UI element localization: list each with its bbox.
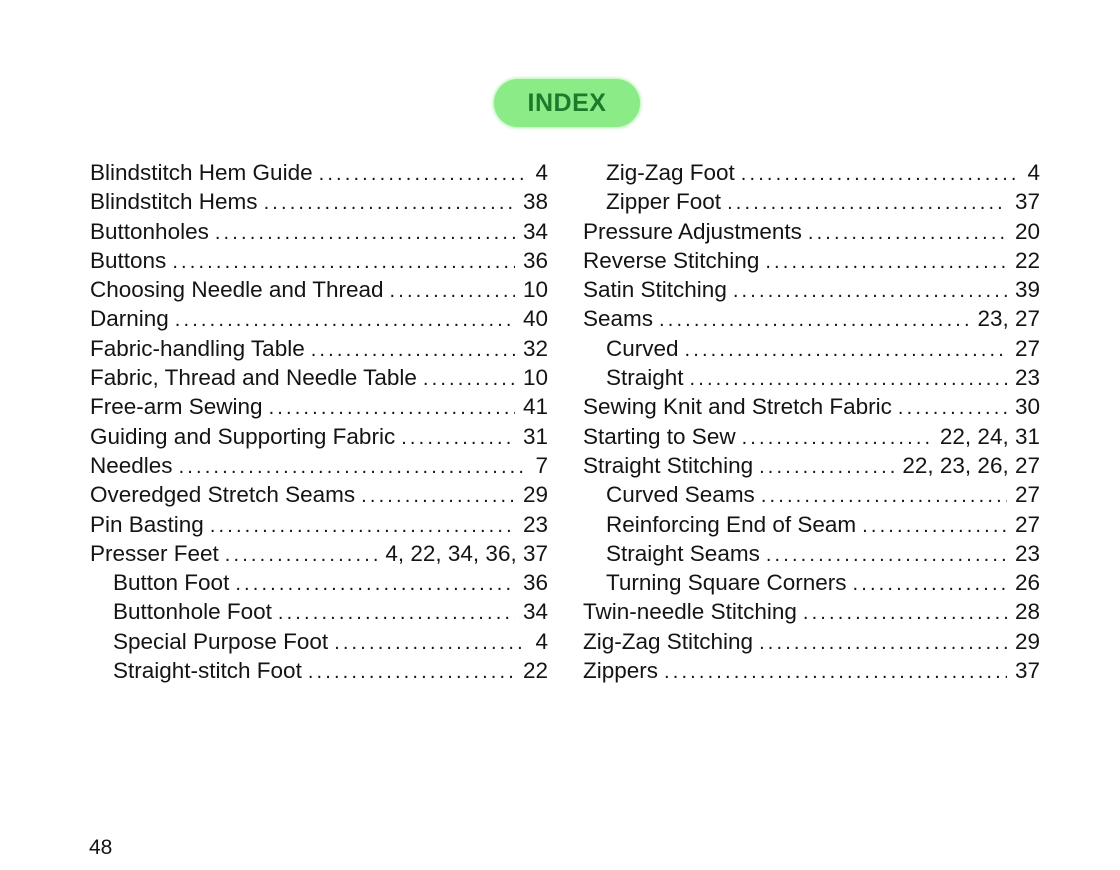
index-entry	[90, 187, 548, 216]
index-right-column	[583, 158, 1040, 685]
entry-term: Reinforcing End of Seam	[606, 511, 857, 537]
index-entry	[90, 539, 548, 568]
entry-pages: 29	[1014, 628, 1040, 654]
index-entry	[583, 597, 1040, 626]
entry-pages: 27	[1014, 511, 1040, 537]
index-subentry	[583, 510, 1040, 539]
index-entry	[90, 217, 548, 246]
index-subentry	[583, 480, 1040, 509]
dot-leader	[269, 394, 515, 423]
entry-term: Curved	[606, 335, 679, 361]
index-subentry	[90, 597, 548, 626]
index-subentry	[90, 568, 548, 597]
index-entry	[90, 334, 548, 363]
dot-leader	[225, 541, 378, 570]
entry-pages: 29	[522, 482, 548, 508]
page-title: INDEX	[527, 88, 607, 117]
entry-pages: 36	[522, 570, 548, 596]
entry-term: Guiding and Supporting Fabric	[90, 423, 396, 449]
dot-leader	[210, 512, 515, 541]
index-entry	[583, 656, 1040, 685]
entry-term: Straight	[606, 365, 684, 391]
entry-pages: 4	[535, 628, 548, 654]
entry-term: Satin Stitching	[583, 277, 727, 303]
entry-term: Pin Basting	[90, 511, 204, 537]
index-subentry	[583, 568, 1040, 597]
index-subentry	[583, 539, 1040, 568]
dot-leader	[765, 248, 1007, 277]
dot-leader	[311, 336, 515, 365]
dot-leader	[308, 658, 515, 687]
index-entry	[583, 275, 1040, 304]
index-title-badge	[494, 79, 640, 127]
entry-pages: 22	[1014, 247, 1040, 273]
entry-pages: 30	[1014, 394, 1040, 420]
index-entry	[583, 217, 1040, 246]
index-entry	[90, 246, 548, 275]
entry-pages: 31	[522, 423, 548, 449]
dot-leader	[278, 599, 515, 628]
index-entry	[90, 158, 548, 187]
index-subentry	[583, 187, 1040, 216]
entry-pages: 10	[522, 365, 548, 391]
entry-term: Sewing Knit and Stretch Fabric	[583, 394, 892, 420]
index-entry	[583, 246, 1040, 275]
entry-pages: 20	[1014, 218, 1040, 244]
entry-pages: 37	[1014, 658, 1040, 684]
entry-term: Fabric-handling Table	[90, 335, 305, 361]
entry-term: Darning	[90, 306, 169, 332]
entry-pages: 4, 22, 34, 36, 37	[385, 540, 548, 566]
dot-leader	[853, 570, 1007, 599]
dot-leader	[175, 306, 515, 335]
entry-term: Zippers	[583, 658, 659, 684]
dot-leader	[727, 189, 1007, 218]
entry-pages: 22, 24, 31	[939, 423, 1040, 449]
entry-term: Zig-Zag Stitching	[583, 628, 754, 654]
index-subentry	[583, 334, 1040, 363]
index-subentry	[90, 627, 548, 656]
index-entry	[583, 304, 1040, 333]
dot-leader	[361, 482, 515, 511]
index-subentry	[583, 158, 1040, 187]
dot-leader	[215, 219, 515, 248]
entry-pages: 7	[535, 452, 548, 478]
entry-term: Reverse Stitching	[583, 247, 760, 273]
entry-term: Straight Seams	[606, 540, 760, 566]
entry-term: Special Purpose Foot	[113, 628, 329, 654]
dot-leader	[685, 336, 1007, 365]
entry-pages: 10	[522, 277, 548, 303]
index-entry	[90, 392, 548, 421]
index-entry	[583, 422, 1040, 451]
entry-term: Buttonhole Foot	[113, 599, 272, 625]
dot-leader	[759, 629, 1007, 658]
index-entry	[583, 627, 1040, 656]
entry-pages: 38	[522, 189, 548, 215]
entry-pages: 34	[522, 218, 548, 244]
dot-leader	[334, 629, 527, 658]
entry-pages: 26	[1014, 570, 1040, 596]
entry-term: Seams	[583, 306, 654, 332]
entry-term: Free-arm Sewing	[90, 394, 263, 420]
index-entry	[90, 275, 548, 304]
dot-leader	[264, 189, 515, 218]
index-entry	[90, 363, 548, 392]
index-entry	[90, 451, 548, 480]
entry-term: Buttonholes	[90, 218, 209, 244]
entry-pages: 28	[1014, 599, 1040, 625]
index-entry	[90, 510, 548, 539]
entry-pages: 36	[522, 247, 548, 273]
entry-pages: 40	[522, 306, 548, 332]
entry-term: Presser Feet	[90, 540, 219, 566]
entry-term: Turning Square Corners	[606, 570, 847, 596]
dot-leader	[759, 453, 894, 482]
entry-term: Button Foot	[113, 570, 230, 596]
entry-term: Blindstitch Hem Guide	[90, 160, 313, 185]
dot-leader	[862, 512, 1007, 541]
index-entry	[90, 480, 548, 509]
entry-pages: 23	[522, 511, 548, 537]
entry-pages: 41	[522, 394, 548, 420]
dot-leader	[401, 424, 515, 453]
page-number: 48	[89, 836, 113, 859]
entry-term: Starting to Sew	[583, 423, 736, 449]
index-entry	[583, 392, 1040, 421]
entry-term: Pressure Adjustments	[583, 218, 802, 244]
entry-pages: 32	[522, 335, 548, 361]
entry-term: Fabric, Thread and Needle Table	[90, 365, 417, 391]
dot-leader	[235, 570, 515, 599]
entry-term: Needles	[90, 452, 173, 478]
entry-pages: 39	[1014, 277, 1040, 303]
dot-leader	[741, 160, 1020, 189]
entry-pages: 23, 27	[977, 306, 1040, 332]
entry-term: Buttons	[90, 247, 167, 273]
dot-leader	[179, 453, 528, 482]
dot-leader	[390, 277, 515, 306]
entry-term: Twin-needle Stitching	[583, 599, 797, 625]
dot-leader	[808, 219, 1007, 248]
index-subentry	[90, 656, 548, 685]
entry-pages: 22	[522, 658, 548, 684]
entry-term: Zig-Zag Foot	[606, 160, 735, 185]
entry-term: Straight Stitching	[583, 452, 754, 478]
dot-leader	[659, 306, 969, 335]
entry-pages: 4	[535, 160, 548, 185]
dot-leader	[761, 482, 1007, 511]
dot-leader	[664, 658, 1007, 687]
index-left-column	[90, 158, 548, 685]
dot-leader	[319, 160, 528, 189]
entry-term: Curved Seams	[606, 482, 755, 508]
entry-pages: 27	[1014, 335, 1040, 361]
entry-pages: 27	[1014, 482, 1040, 508]
dot-leader	[898, 394, 1007, 423]
dot-leader	[172, 248, 515, 277]
dot-leader	[766, 541, 1007, 570]
entry-term: Zipper Foot	[606, 189, 722, 215]
entry-term: Overedged Stretch Seams	[90, 482, 356, 508]
entry-pages: 4	[1027, 160, 1040, 185]
entry-pages: 22, 23, 26, 27	[902, 452, 1040, 478]
dot-leader	[803, 599, 1007, 628]
entry-term: Choosing Needle and Thread	[90, 277, 384, 303]
dot-leader	[690, 365, 1007, 394]
index-entry	[90, 422, 548, 451]
entry-pages: 23	[1014, 540, 1040, 566]
index-subentry	[583, 363, 1040, 392]
entry-pages: 34	[522, 599, 548, 625]
dot-leader	[733, 277, 1007, 306]
entry-pages: 23	[1014, 365, 1040, 391]
entry-pages: 37	[1014, 189, 1040, 215]
dot-leader	[423, 365, 515, 394]
entry-term: Blindstitch Hems	[90, 189, 258, 215]
index-entry	[583, 451, 1040, 480]
index-entry	[90, 304, 548, 333]
dot-leader	[742, 424, 932, 453]
entry-term: Straight-stitch Foot	[113, 658, 302, 684]
